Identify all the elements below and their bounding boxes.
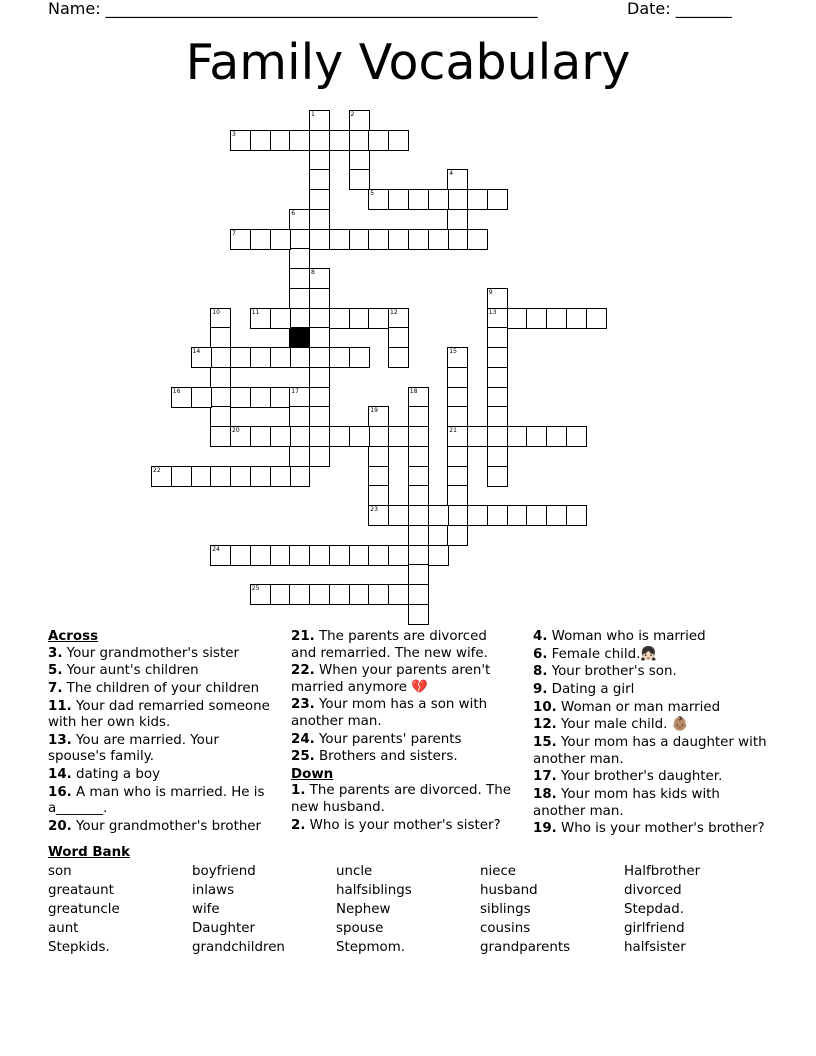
down-heading: Down [291,766,334,782]
word-bank-item: spouse [336,921,384,936]
clue-23: 23. Your mom has a son with another man. [291,697,488,729]
grid-cell[interactable] [408,189,429,210]
grid-cell[interactable] [151,466,172,487]
grid-cell[interactable] [487,288,508,309]
clue-18: 18. Your mom has kids with another man. [533,787,720,819]
clue-number: 23 [370,506,378,513]
clue-3: 3. Your grandmother's sister [48,645,240,661]
grid-cell[interactable] [289,406,310,427]
grid-cell[interactable] [368,130,389,151]
grid-cell[interactable] [368,406,389,427]
grid-cell[interactable] [270,308,291,329]
grid-cell[interactable] [250,426,271,447]
grid-cell[interactable] [230,347,251,368]
word-bank-heading: Word Bank [48,845,131,860]
grid-cell[interactable] [447,189,468,210]
word-bank-item: Daughter [192,921,255,936]
word-bank-item: son [48,864,72,879]
grid-cell[interactable] [250,466,271,487]
grid-cell[interactable] [447,229,468,250]
grid-cell[interactable] [487,387,508,408]
clue-number: 21 [449,427,457,434]
clue-19: 19. Who is your mother's brother? [533,821,765,837]
grid-cell[interactable] [230,545,251,566]
grid-cell[interactable] [210,367,231,388]
grid-cell[interactable] [230,130,251,151]
word-bank-item: uncle [336,864,373,879]
grid-cell[interactable] [408,584,429,605]
grid-cell[interactable] [349,110,370,131]
clue-22: 22. When your parents aren't married anymore 💔 [291,663,491,695]
shaded-cell [289,327,310,348]
grid-cell[interactable] [368,466,389,487]
grid-cell[interactable] [467,505,488,526]
grid-cell[interactable] [230,466,251,487]
clue-number: 15 [449,348,457,355]
grid-cell[interactable] [210,406,231,427]
grid-cell[interactable] [210,387,231,408]
grid-cell[interactable] [309,406,330,427]
clue-2: 2. Who is your mother's sister? [291,817,501,833]
grid-cell[interactable] [507,426,528,447]
grid-cell[interactable] [309,426,330,447]
grid-cell[interactable] [566,426,587,447]
clues-column-1 [48,629,273,837]
grid-cell[interactable] [467,229,488,250]
clue-17: 17. Your brother's daughter. [533,769,723,785]
grid-cell[interactable] [368,308,389,329]
grid-cell[interactable] [289,308,310,329]
clue-4: 4. Woman who is married [533,629,706,644]
grid-cell[interactable] [447,505,468,526]
grid-cell[interactable] [546,308,567,329]
grid-cell[interactable] [526,426,547,447]
grid-cell[interactable] [447,387,468,408]
grid-cell[interactable] [388,347,409,368]
grid-cell[interactable] [210,466,231,487]
grid-cell[interactable] [250,130,271,151]
grid-cell[interactable] [349,426,370,447]
grid-cell[interactable] [368,584,389,605]
clue-9: 9. Dating a girl [533,682,635,698]
grid-cell[interactable] [309,327,330,348]
grid-cell[interactable] [210,327,231,348]
grid-cell[interactable] [368,426,389,447]
grid-cell[interactable] [270,584,291,605]
clue-10: 10. Woman or man married [533,699,721,715]
grid-cell[interactable] [447,406,468,427]
grid-cell[interactable] [368,545,389,566]
across-clue-list-cont [291,629,516,766]
grid-cell[interactable] [171,387,192,408]
grid-cell[interactable] [349,130,370,151]
clues-column-2 [291,629,516,835]
clue-number: 17 [291,387,299,395]
clue-number: 22 [153,466,161,474]
grid-cell[interactable] [289,209,310,230]
grid-cell[interactable] [309,446,330,467]
word-bank-item: wife [192,902,220,917]
grid-cell[interactable] [408,545,429,566]
grid-cell[interactable] [329,229,350,250]
grid-cell[interactable] [408,564,429,585]
grid-cell[interactable] [309,110,330,131]
grid-cell[interactable] [566,505,587,526]
grid-cell[interactable] [289,387,310,408]
clue-number: 24 [212,545,220,553]
clue-15: 15. Your mom has a daughter with another man. [533,735,767,767]
clue-number: 3 [232,130,236,138]
grid-cell[interactable] [487,308,508,329]
grid-cell[interactable] [408,466,429,487]
grid-cell[interactable] [210,347,231,368]
grid-cell[interactable] [349,347,370,368]
grid-cell[interactable] [467,426,488,447]
grid-cell[interactable] [309,545,330,566]
grid-cell[interactable] [388,545,409,566]
clue-16: 16. A man who is married. He is a_______. [48,784,265,817]
grid-cell[interactable] [250,229,271,250]
grid-cell[interactable] [408,485,429,506]
clue-24: 24. Your parents' parents [291,731,462,747]
word-bank-item: halfsister [624,940,686,955]
grid-cell[interactable] [428,229,449,250]
clue-8: 8. Your brother's son. [533,664,677,680]
word-bank-item: niece [480,864,517,879]
clue-number: 18 [409,387,418,395]
grid-cell[interactable] [289,466,310,487]
clue-number: 1 [311,111,315,118]
down-clue-list [291,783,516,834]
clue-number: 4 [449,170,454,178]
grid-cell[interactable] [309,268,330,289]
clue-number: 2 [350,111,355,118]
grid-cell[interactable] [210,308,231,329]
grid-cell[interactable] [447,209,468,230]
grid-cell[interactable] [487,446,508,467]
grid-cell[interactable] [526,505,547,526]
grid-cell[interactable] [408,446,429,467]
grid-cell[interactable] [329,130,350,151]
clue-number: 11 [251,308,260,316]
grid-cell[interactable] [487,367,508,388]
clue-1: 1. The parents are divorced. The new husband. [291,783,511,815]
grid-cell[interactable] [507,505,528,526]
clue-21: 21. The parents are divorced and remarried. The new wife. [291,629,488,661]
grid-cell[interactable] [487,189,508,210]
grid-cell[interactable] [191,347,212,368]
clue-number: 7 [232,229,236,237]
clue-11: 11. Your dad remarried someone with her own kids. [48,698,270,731]
word-bank-item: Stepdad. [624,902,684,917]
grid-cell[interactable] [309,347,330,368]
grid-cell[interactable] [408,406,429,427]
clues-column-3 [533,629,773,839]
word-bank-item: grandparents [480,940,571,955]
grid-cell[interactable] [546,426,567,447]
grid-cell[interactable] [487,347,508,368]
date-field[interactable]: Date: _______ [627,0,732,18]
grid-cell[interactable] [408,505,429,526]
grid-cell[interactable] [289,130,310,151]
grid-cell[interactable] [270,545,291,566]
grid-cell[interactable] [368,485,389,506]
clue-number: 12 [390,308,398,316]
grid-cell[interactable] [289,347,310,368]
grid-cell[interactable] [309,189,330,210]
clue-number: 16 [172,387,181,395]
grid-cell[interactable] [309,150,330,171]
word-bank-item: greatuncle [48,902,120,917]
grid-cell[interactable] [388,189,409,210]
clue-number: 25 [251,585,260,592]
down-clue-list-cont [533,629,773,838]
grid-cell[interactable] [270,387,291,408]
grid-cell[interactable] [329,545,350,566]
grid-cell[interactable] [309,288,330,309]
grid-cell[interactable] [309,387,330,408]
clue-number: 8 [311,269,315,276]
word-bank-item: Stepmom. [336,940,406,955]
clue-7: 7. The children of your children [48,680,260,696]
grid-cell[interactable] [270,130,291,151]
grid-cell[interactable] [368,189,389,210]
clue-number: 14 [192,348,201,355]
grid-cell[interactable] [388,308,409,329]
grid-cell[interactable] [349,584,370,605]
grid-cell[interactable] [270,466,291,487]
word-bank [48,863,768,963]
clue-number: 10 [212,308,220,316]
word-bank-item: halfsiblings [336,883,412,898]
grid-cell[interactable] [428,189,449,210]
clue-20: 20. Your grandmother's brother [48,818,262,834]
grid-cell[interactable] [230,387,251,408]
grid-cell[interactable] [270,426,291,447]
grid-cell[interactable] [487,505,508,526]
grid-cell[interactable] [289,545,310,566]
clue-number: 5 [370,190,375,197]
grid-cell[interactable] [447,367,468,388]
grid-cell[interactable] [447,446,468,467]
clue-25: 25. Brothers and sisters. [291,749,458,765]
grid-cell[interactable] [546,505,567,526]
grid-cell[interactable] [230,426,251,447]
grid-cell[interactable] [566,308,587,329]
word-bank-item: Stepkids. [48,940,110,955]
grid-cell[interactable] [309,209,330,230]
grid-cell[interactable] [408,525,429,546]
grid-cell[interactable] [289,288,310,309]
grid-cell[interactable] [487,327,508,348]
grid-cell[interactable] [368,505,389,526]
grid-cell[interactable] [309,367,330,388]
grid-cell[interactable] [408,604,429,625]
word-bank-item: Halfbrother [624,864,701,879]
grid-cell[interactable] [447,426,468,447]
word-bank-item: greataunt [48,883,114,898]
grid-cell[interactable] [487,406,508,427]
grid-cell[interactable] [368,229,389,250]
grid-cell[interactable] [586,308,607,329]
word-bank-item: divorced [624,883,682,898]
grid-cell[interactable] [250,308,271,329]
across-clue-list [48,646,273,836]
grid-cell[interactable] [447,466,468,487]
grid-cell[interactable] [388,505,409,526]
grid-cell[interactable] [408,426,429,447]
word-bank-item: Nephew [336,902,391,917]
grid-cell[interactable] [289,584,310,605]
grid-cell[interactable] [428,545,449,566]
word-bank-item: boyfriend [192,864,256,879]
clue-13: 13. You are married. Your spouse's family. [48,732,219,765]
grid-cell[interactable] [487,466,508,487]
clue-number: 13 [488,308,497,316]
grid-cell[interactable] [467,189,488,210]
clue-number: 6 [291,209,296,217]
grid-cell[interactable] [447,525,468,546]
clue-number: 9 [488,288,493,296]
grid-cell[interactable] [210,426,231,447]
grid-cell[interactable] [289,229,310,250]
grid-cell[interactable] [408,229,429,250]
grid-cell[interactable] [447,169,468,190]
grid-cell[interactable] [309,229,330,250]
grid-cell[interactable] [191,466,212,487]
grid-cell[interactable] [349,150,370,171]
grid-cell[interactable] [368,446,389,467]
grid-cell[interactable] [526,308,547,329]
grid-cell[interactable] [171,466,192,487]
clue-5: 5. Your aunt's children [48,663,199,679]
grid-cell[interactable] [250,584,271,605]
clue-number: 20 [232,427,240,434]
grid-cell[interactable] [230,229,251,250]
grid-cell[interactable] [270,229,291,250]
grid-cell[interactable] [388,584,409,605]
grid-cell[interactable] [349,308,370,329]
word-bank-item: inlaws [192,883,235,898]
grid-cell[interactable] [349,545,370,566]
clue-14: 14. dating a boy [48,766,160,782]
grid-cell[interactable] [349,169,370,190]
grid-cell[interactable] [329,584,350,605]
across-heading: Across [48,629,99,644]
grid-cell[interactable] [447,347,468,368]
grid-cell[interactable] [388,229,409,250]
word-bank-item: siblings [480,902,531,917]
grid-cell[interactable] [309,130,330,151]
clue-6: 6. Female child.👧🏻 [533,646,658,662]
clue-12: 12. Your male child. 👶🏽 [533,717,689,733]
grid-cell[interactable] [289,446,310,467]
grid-cell[interactable] [250,545,271,566]
word-bank-item: girlfriend [624,921,685,936]
grid-cell[interactable] [408,387,429,408]
word-bank-item: cousins [480,921,531,936]
grid-cell[interactable] [388,426,409,447]
grid-cell[interactable] [447,485,468,506]
word-bank-item: husband [480,883,538,898]
grid-cell[interactable] [428,505,449,526]
grid-cell[interactable] [388,130,409,151]
grid-cell[interactable] [309,169,330,190]
grid-cell[interactable] [250,347,271,368]
page-title: Family Vocabulary [185,34,631,91]
grid-cell[interactable] [250,387,271,408]
clue-number: 19 [370,407,378,415]
grid-cell[interactable] [210,545,231,566]
grid-cell[interactable] [270,347,291,368]
word-bank-item: aunt [48,921,79,936]
grid-cell[interactable] [329,347,350,368]
grid-cell[interactable] [289,268,310,289]
grid-cell[interactable] [289,426,310,447]
grid-cell[interactable] [289,248,310,269]
name-field[interactable]: Name: ______________________________________________________ [48,0,538,18]
grid-cell[interactable] [487,426,508,447]
grid-cell[interactable] [388,327,409,348]
grid-cell[interactable] [507,308,528,329]
grid-cell[interactable] [329,426,350,447]
grid-cell[interactable] [309,308,330,329]
word-bank-item: grandchildren [192,940,285,955]
grid-cell[interactable] [191,387,212,408]
grid-cell[interactable] [329,308,350,329]
grid-cell[interactable] [349,229,370,250]
grid-cell[interactable] [309,584,330,605]
